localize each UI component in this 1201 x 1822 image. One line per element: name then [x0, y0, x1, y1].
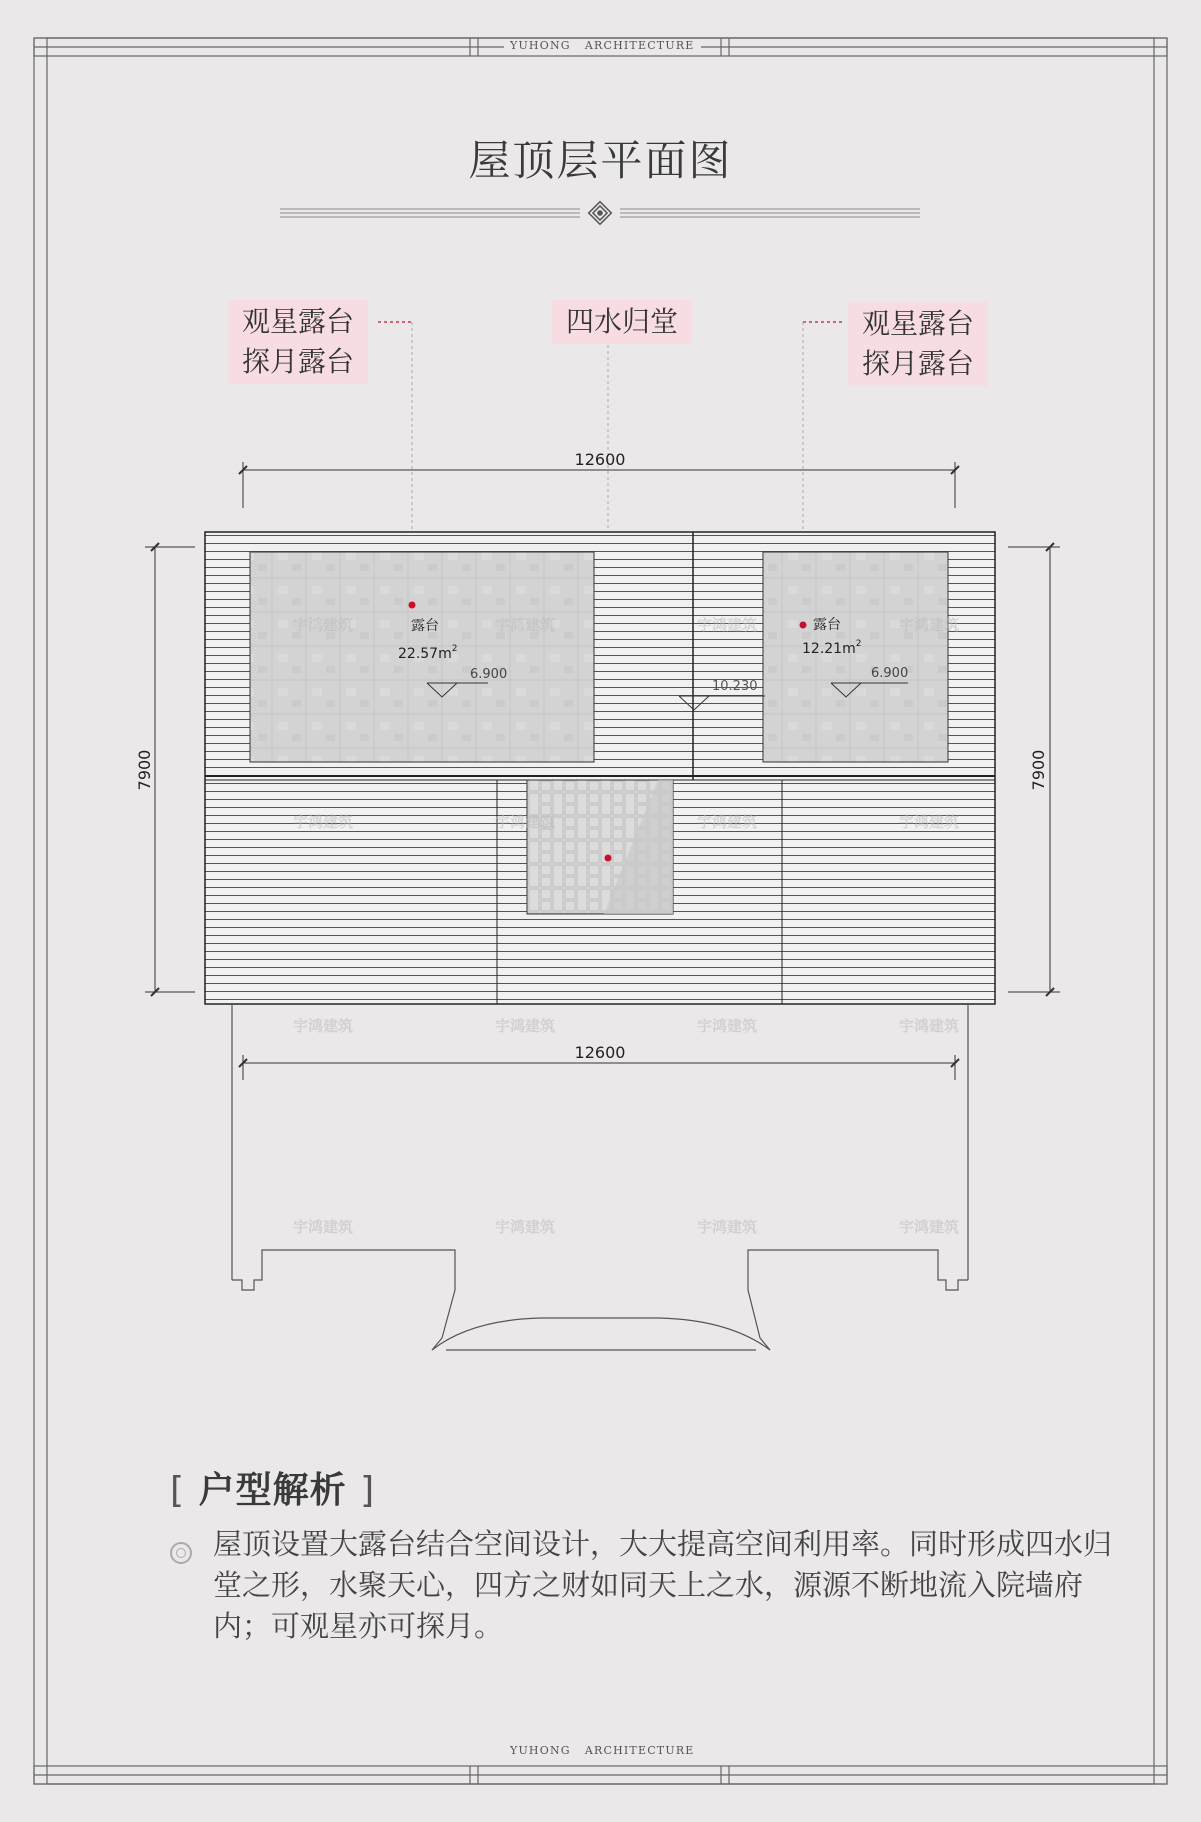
watermark: 宇鸿建筑	[899, 616, 960, 634]
watermark: 宇鸿建筑	[293, 1218, 354, 1236]
watermark: 宇鸿建筑	[293, 1017, 354, 1035]
watermark: 宇鸿建筑	[697, 1017, 758, 1035]
terrace-right-level: 6.900	[871, 666, 909, 681]
watermark: 宇鸿建筑	[697, 616, 758, 634]
bullet-icon	[170, 1542, 192, 1564]
terrace-right-area-value: 12.21m	[802, 641, 856, 657]
watermark: 宇鸿建筑	[899, 1218, 960, 1236]
watermark: 宇鸿建筑	[495, 1218, 556, 1236]
dim-right-label: 7900	[1029, 749, 1048, 791]
terrace-left-area	[398, 644, 457, 662]
callout-right-line1: 观星露台	[862, 307, 975, 340]
terrace-left-level: 6.900	[470, 667, 508, 682]
marker-left	[409, 602, 416, 609]
callout-right-line2: 探月露台	[862, 347, 975, 380]
brand-bottom: YUHONG ARCHITECTURE	[504, 1744, 701, 1757]
page-title: 屋顶层平面图	[468, 136, 733, 185]
watermark: 宇鸿建筑	[495, 813, 556, 831]
callout-center-text: 四水归堂	[566, 305, 679, 338]
watermark: 宇鸿建筑	[495, 616, 556, 634]
marker-center	[605, 855, 612, 862]
watermark: 宇鸿建筑	[697, 813, 758, 831]
watermark: 宇鸿建筑	[495, 1017, 556, 1035]
bracket-open: [	[170, 1470, 186, 1511]
dim-bottom-label: 12600	[574, 1043, 626, 1062]
center-level: 10.230	[712, 679, 758, 694]
terrace-right	[763, 552, 948, 762]
callout-left-line2: 探月露台	[242, 345, 355, 378]
watermark: 宇鸿建筑	[293, 813, 354, 831]
terrace-right-area	[802, 639, 861, 657]
analysis-text: 屋顶设置大露台结合空间设计，大大提高空间利用率。同时形成四水归堂之形，水聚天心，四方之财如同天上之水，源源不断地流入院墙府内；可观星亦可探月。	[213, 1527, 1113, 1643]
dim-top-label: 12600	[574, 450, 626, 469]
terrace-right-name: 露台	[813, 617, 841, 633]
watermark: 宇鸿建筑	[899, 1017, 960, 1035]
bracket-close: ]	[360, 1470, 376, 1511]
analysis-heading	[170, 1462, 375, 1513]
marker-right	[800, 622, 807, 629]
watermark: 宇鸿建筑	[899, 813, 960, 831]
callout-left-line1: 观星露台	[242, 305, 355, 338]
watermark: 宇鸿建筑	[697, 1218, 758, 1236]
terrace-left-name: 露台	[411, 618, 439, 634]
terrace-left-area-value: 22.57m	[398, 646, 452, 662]
terrace-right-area-sup: 2	[855, 639, 862, 649]
dim-left-label: 7900	[135, 749, 154, 791]
terrace-left-area-sup: 2	[451, 644, 458, 654]
watermark: 宇鸿建筑	[293, 616, 354, 634]
brand-top: YUHONG ARCHITECTURE	[504, 39, 701, 52]
analysis-heading-text: 户型解析	[198, 1470, 347, 1511]
